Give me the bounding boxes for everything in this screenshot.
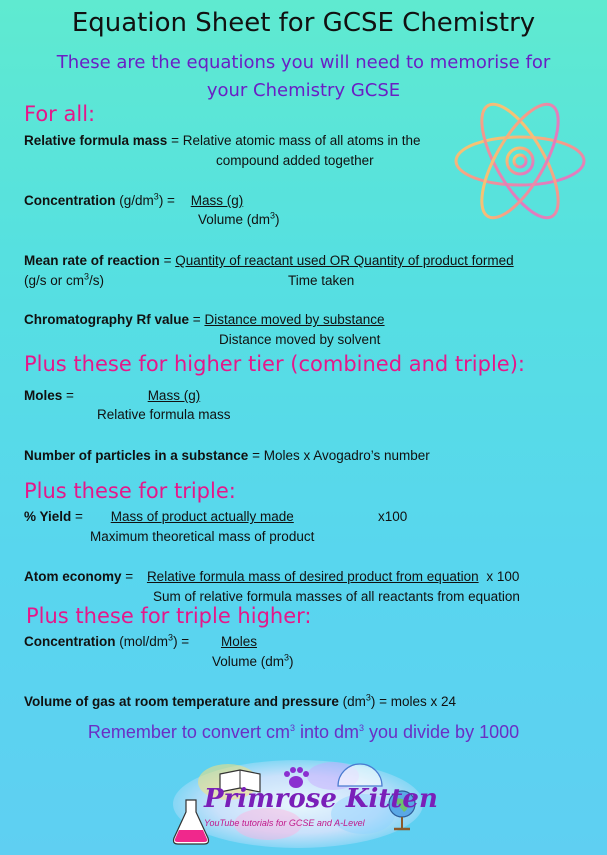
equation-multiplier: x 100 xyxy=(486,569,520,584)
equation-rf-denominator: Distance moved by solvent xyxy=(219,332,381,347)
equation-label: Chromatography Rf value xyxy=(24,312,190,327)
equation-atom-economy-denominator: Sum of relative formula masses of all reactants from equation xyxy=(153,589,520,604)
equation-label: % Yield xyxy=(24,509,72,524)
equation-label: Atom economy xyxy=(24,569,122,584)
logo-name: Primrose Kitten xyxy=(204,784,438,814)
equation-numerator: Distance moved by substance xyxy=(204,312,385,327)
equation-rate-of-reaction: Mean rate of reaction = Quantity of reactant used OR Quantity of product formed xyxy=(24,253,514,268)
equation-label: Volume of gas at room temperature and pressure xyxy=(24,694,339,709)
equation-moles-denominator: Relative formula mass xyxy=(97,407,231,422)
equation-numerator: Relative formula mass of desired product from equation xyxy=(146,569,479,584)
equation-relative-formula-mass-cont: compound added together xyxy=(216,153,374,168)
equation-label: Mean rate of reaction xyxy=(24,253,160,268)
equation-numerator: Quantity of reactant used OR Quantity of product formed xyxy=(175,253,514,268)
equation-yield-denominator: Maximum theoretical mass of product xyxy=(90,529,315,544)
equation-relative-formula-mass xyxy=(24,133,421,148)
equation-number-of-particles: Number of particles in a substance = Moles x Avogadro’s number xyxy=(24,448,430,463)
heading-for-all: For all: xyxy=(24,102,96,126)
equation-label: Concentration xyxy=(24,193,116,208)
equation-label: Number of particles in a substance xyxy=(24,448,249,463)
equation-atom-economy: Atom economy = Relative formula mass of desired product from equation x 100 xyxy=(24,569,520,584)
page-title: Equation Sheet for GCSE Chemistry xyxy=(71,8,536,38)
equation-rf-value: Chromatography Rf value = Distance moved by substance xyxy=(24,312,385,327)
primrose-kitten-logo xyxy=(168,752,438,855)
equation-yield-multiplier: x100 xyxy=(378,509,408,524)
equation-concentration-mol: Concentration $(mol/dm^3)$ = Moles xyxy=(24,634,285,649)
equation-label: Concentration xyxy=(24,634,116,649)
equation-percent-yield: % Yield = Mass of product actually made xyxy=(24,509,318,524)
equation-moles: Moles = Mass (g) xyxy=(24,388,228,403)
equation-numerator: Moles xyxy=(220,634,257,649)
heading-triple: Plus these for triple: xyxy=(24,479,236,503)
logo-tagline: YouTube tutorials for GCSE and A-Level xyxy=(204,818,365,828)
equation-concentration-g-denominator: Volume $(dm^3)$ xyxy=(198,210,280,227)
equation-rate-denominator: Time taken xyxy=(288,273,355,288)
equation-concentration-mol-denominator: Volume $(dm^3)$ xyxy=(212,652,294,669)
atom-icon xyxy=(450,95,590,232)
equation-concentration-g: Concentration $(g/dm^3)$ = Mass (g) xyxy=(24,193,255,208)
equation-gas-volume: Volume of gas at room temperature and pressure $(dm^3)$ = moles x 24 xyxy=(24,692,457,709)
reminder-text: Remember to convert $cm^3$ into $dm^3$ you divide by 1000 xyxy=(87,722,520,742)
equation-rhs: = Relative atomic mass of all atoms in the xyxy=(171,133,421,148)
heading-higher-tier: Plus these for higher tier (combined and triple): xyxy=(24,352,525,376)
equation-numerator: Mass (g) xyxy=(147,388,201,403)
equation-numerator: Mass of product actually made xyxy=(110,509,294,524)
equation-rate-units: (g/s or $cm^3/s$) xyxy=(24,271,105,288)
heading-triple-higher: Plus these for triple higher: xyxy=(26,604,312,628)
equation-label: Relative formula mass xyxy=(24,133,168,148)
subtitle-line-1: These are the equations you will need to memorise for xyxy=(56,52,551,73)
equation-label: Moles xyxy=(24,388,63,403)
subtitle-line-2: your Chemistry GCSE xyxy=(206,80,401,101)
equation-numerator: Mass (g) xyxy=(190,193,244,208)
